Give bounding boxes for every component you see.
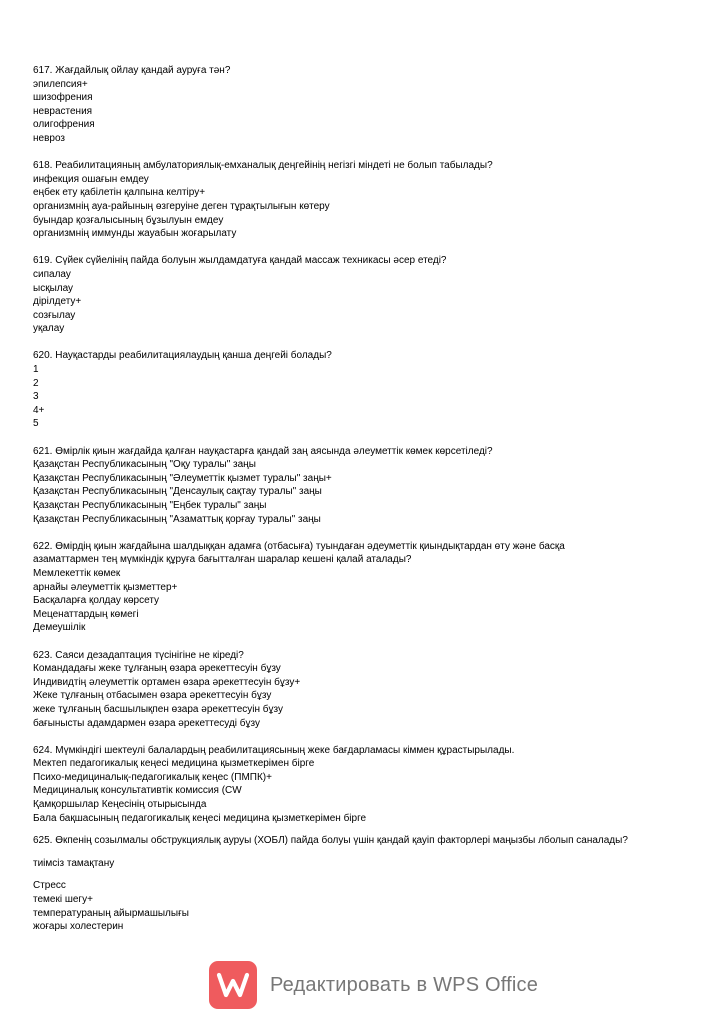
document-page <box>33 64 693 934</box>
answer-option: темекі шегу+ <box>33 894 93 906</box>
answer-option: Психо-медициналық-педагогикалық кеңес (ПМПК)+ <box>33 771 272 783</box>
answer-option: инфекция ошағын емдеу <box>33 173 149 185</box>
answer-option: невроз <box>33 132 65 144</box>
question-block <box>33 64 693 146</box>
answer-option: Медициналық консультативтік комиссия (CW <box>33 785 242 797</box>
question-title: 623. Саяси дезадаптация түсінігіне не кіреді? <box>33 649 244 661</box>
answer-option: тиімсіз тамақтану <box>33 857 115 869</box>
question-block <box>33 349 693 431</box>
question-title: 618. Реабилитацияның амбулаториялық-емханалық деңгейінің негізгі міндеті не болып табылады? <box>33 160 493 172</box>
question-block <box>33 649 693 731</box>
answer-option: Меценаттардың көмегі <box>33 608 139 620</box>
answer-option: арнайы әлеуметтік қызметтер+ <box>33 581 178 593</box>
answer-option: бағынысты адамдармен өзара әрекеттесуді бұзу <box>33 717 261 729</box>
answer-option: созғылау <box>33 309 76 321</box>
answer-option: Демеушілік <box>33 622 86 634</box>
answer-option: 4+ <box>33 404 45 416</box>
answer-option: Қамқоршылар Кеңесінің отырысында <box>33 799 207 811</box>
question-block <box>33 540 693 635</box>
answer-option: организмнің иммунды жауабын жоғарылату <box>33 228 237 240</box>
answer-option: сипалау <box>33 268 71 280</box>
answer-option: Стресс <box>33 880 66 892</box>
question-title: 620. Науқастарды реабилитациялаудың қанша деңгейі болады? <box>33 350 332 362</box>
answer-option: Жеке тұлғаның отбасымен өзара әрекеттесуін бұзу <box>33 690 272 702</box>
answer-option: Қазақстан Республикасының "Азаматтық қорғау туралы" заңы <box>33 513 321 525</box>
answer-option: Қазақстан Республикасының "Әлеуметтік қызмет туралы" заңы+ <box>33 472 332 484</box>
answer-option: Қазақстан Республикасының "Еңбек туралы" заңы <box>33 500 267 511</box>
wps-logo-icon <box>209 961 257 1009</box>
question-title: 621. Өмірлік қиын жағдайда қалған науқастарға қандай заң аясында әлеуметтік көмек көрсетіледі? <box>33 445 493 457</box>
answer-option: шизофрения <box>33 92 93 104</box>
answer-option: организмнің ауа-райының өзгеруіне деген тұрақтылығын көтеру <box>33 200 330 212</box>
answer-option: олигофрения <box>33 119 95 131</box>
answer-option: ысқылау <box>33 282 74 294</box>
wps-edit-label[interactable]: Редактировать в WPS Office <box>270 973 539 996</box>
answer-option: Мемлекеттік көмек <box>33 567 121 579</box>
answer-option: эпилепсия+ <box>33 78 88 90</box>
answer-option: температураның айырмашылығы <box>33 907 189 919</box>
answer-option: жоғары холестерин <box>33 921 124 933</box>
question-title: 625. Өкпенің созылмалы обструкциялық ауруы (ХОБЛ) пайда болуы үшін қандай қауіп факторлері маңызбы лболып саналады? <box>33 835 628 847</box>
question-block <box>33 254 693 336</box>
answer-option: еңбек ету қабілетін қалпына келтіру+ <box>33 187 206 199</box>
answer-option: Басқаларға қолдау көрсету <box>33 595 160 607</box>
answer-option: 3 <box>33 391 39 403</box>
answer-option: 2 <box>33 377 39 389</box>
wps-edit-banner[interactable] <box>209 961 538 1009</box>
answer-option: Командадағы жеке тұлғаның өзара әрекеттесуін бұзу <box>33 663 281 675</box>
answer-option: Қазақстан Республикасының "Оқу туралы" заңы <box>33 459 256 471</box>
question-block <box>33 744 693 826</box>
answer-option: неврастения <box>33 105 93 117</box>
question-title: 617. Жағдайлық ойлау қандай ауруға тән? <box>33 65 231 76</box>
answer-option: Мектеп педагогикалық кеңесі медицина қызметкерімен бірге <box>33 758 315 770</box>
answer-option: дірілдету+ <box>33 296 82 308</box>
answer-option: Индивидтің әлеуметтік ортамен өзара әрекеттесуін бұзу+ <box>33 676 301 688</box>
question-title: 624. Мүмкіндігі шектеулі балалардың реабилитациясының жеке бағдарламасы кіммен құрастырылады. <box>33 744 515 756</box>
answer-option: жеке тұлғаның басшылықпен өзара әрекеттесуін бұзу <box>33 703 283 715</box>
question-block <box>33 445 693 527</box>
answer-option: буындар қозғалысының бұзылуын емдеу <box>33 214 224 226</box>
answer-option: 5 <box>33 418 39 430</box>
answer-option: Бала бақшасының педагогикалық кеңесі медицина қызметкерімен бірге <box>33 812 367 824</box>
answer-option: 1 <box>33 364 39 376</box>
question-block <box>33 834 693 934</box>
question-block <box>33 159 693 241</box>
answer-option: Қазақстан Республикасының "Денсаулық сақтау туралы" заңы <box>33 486 322 498</box>
question-title-continued: азаматтармен тең мүмкіндік құруға бағытталған шаралар кешені қалай аталады? <box>33 554 412 566</box>
question-title: 622. Өмірдің қиын жағдайына шалдыққан адамға (отбасыға) туындаған әдеуметтік қиындықтардан өту және басқа <box>33 540 565 552</box>
question-title: 619. Сүйек сүйелінің пайда болуын жылдамдатуға қандай массаж техникасы әсер етеді? <box>33 255 447 267</box>
answer-option: уқалау <box>33 323 65 335</box>
